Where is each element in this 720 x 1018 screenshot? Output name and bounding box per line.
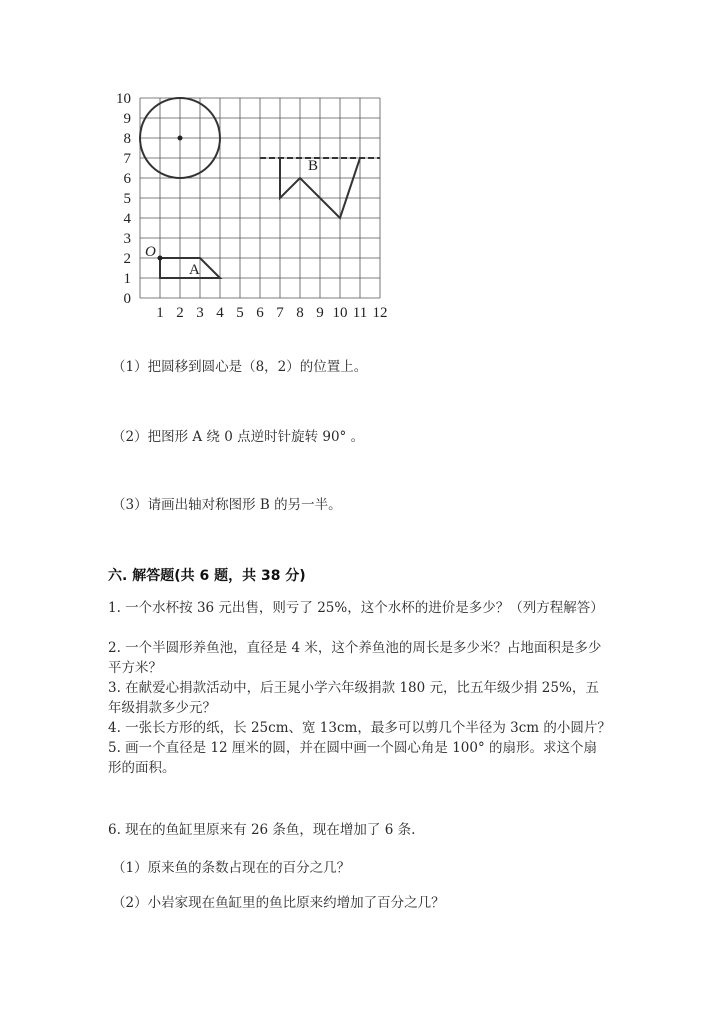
shape-a-label: A [189, 262, 200, 278]
svg-text:5: 5 [123, 191, 131, 207]
origin-label: O [145, 244, 156, 260]
shape-b-label: B [308, 158, 319, 174]
origin-point [158, 256, 163, 261]
svg-text:4: 4 [123, 211, 131, 227]
svg-text:12: 12 [372, 305, 388, 321]
question-6: 6. 现在的鱼缸里原来有 26 条鱼，现在增加了 6 条. [108, 822, 416, 838]
axis-tick-labels [116, 91, 388, 321]
svg-text:3: 3 [196, 305, 204, 321]
svg-text:6: 6 [123, 171, 131, 187]
svg-text:1: 1 [123, 271, 131, 287]
svg-text:10: 10 [332, 305, 348, 321]
svg-text:7: 7 [123, 151, 131, 167]
question-1: 1. 一个水杯按 36 元出售，则亏了 25%，这个水杯的进价是多少？（列方程解答） [108, 600, 604, 616]
task-1: （1）把圆移到圆心是（8，2）的位置上。 [112, 359, 368, 375]
circle-center-dot [178, 136, 183, 141]
svg-text:7: 7 [276, 305, 284, 321]
svg-text:10: 10 [116, 91, 131, 107]
grid-lines [140, 98, 380, 298]
svg-text:1: 1 [156, 305, 164, 321]
task-2: （2）把图形 A 绕 0 点逆时针旋转 90° 。 [112, 429, 365, 445]
svg-text:5: 5 [236, 305, 244, 321]
grid-svg [100, 85, 400, 325]
svg-text:0: 0 [123, 291, 131, 307]
question-5: 5. 画一个直径是 12 厘米的圆，并在圆中画一个圆心角是 100° 的扇形。求这个扇形的面积。 [108, 740, 598, 776]
question-4: 4. 一张长方形的纸，长 25cm、宽 13cm，最多可以剪几个半径为 3cm 的小圆片？ [108, 720, 611, 736]
svg-text:11: 11 [352, 305, 368, 321]
svg-text:3: 3 [123, 231, 131, 247]
section-heading: 六. 解答题(共 6 题，共 38 分) [108, 568, 306, 584]
coordinate-grid-figure [100, 85, 400, 325]
svg-text:4: 4 [216, 305, 224, 321]
question-2: 2. 一个半圆形养鱼池，直径是 4 米，这个养鱼池的周长是多少米？占地面积是多少平方米？ [108, 640, 602, 676]
svg-text:6: 6 [256, 305, 264, 321]
svg-text:2: 2 [123, 251, 131, 267]
question-3: 3. 在献爱心捐款活动中，后王晁小学六年级捐款 180 元，比五年级少捐 25%，五年级捐款多少元？ [108, 680, 599, 716]
svg-text:9: 9 [316, 305, 324, 321]
question-6-part-2: （2）小岩家现在鱼缸里的鱼比原来约增加了百分之几？ [112, 895, 445, 911]
question-6-part-1: （1）原来鱼的条数占现在的百分之几？ [112, 860, 351, 876]
svg-text:2: 2 [176, 305, 184, 321]
task-3: （3）请画出轴对称图形 B 的另一半。 [112, 497, 342, 513]
svg-text:9: 9 [123, 111, 131, 127]
svg-text:8: 8 [296, 305, 304, 321]
svg-text:8: 8 [123, 131, 131, 147]
